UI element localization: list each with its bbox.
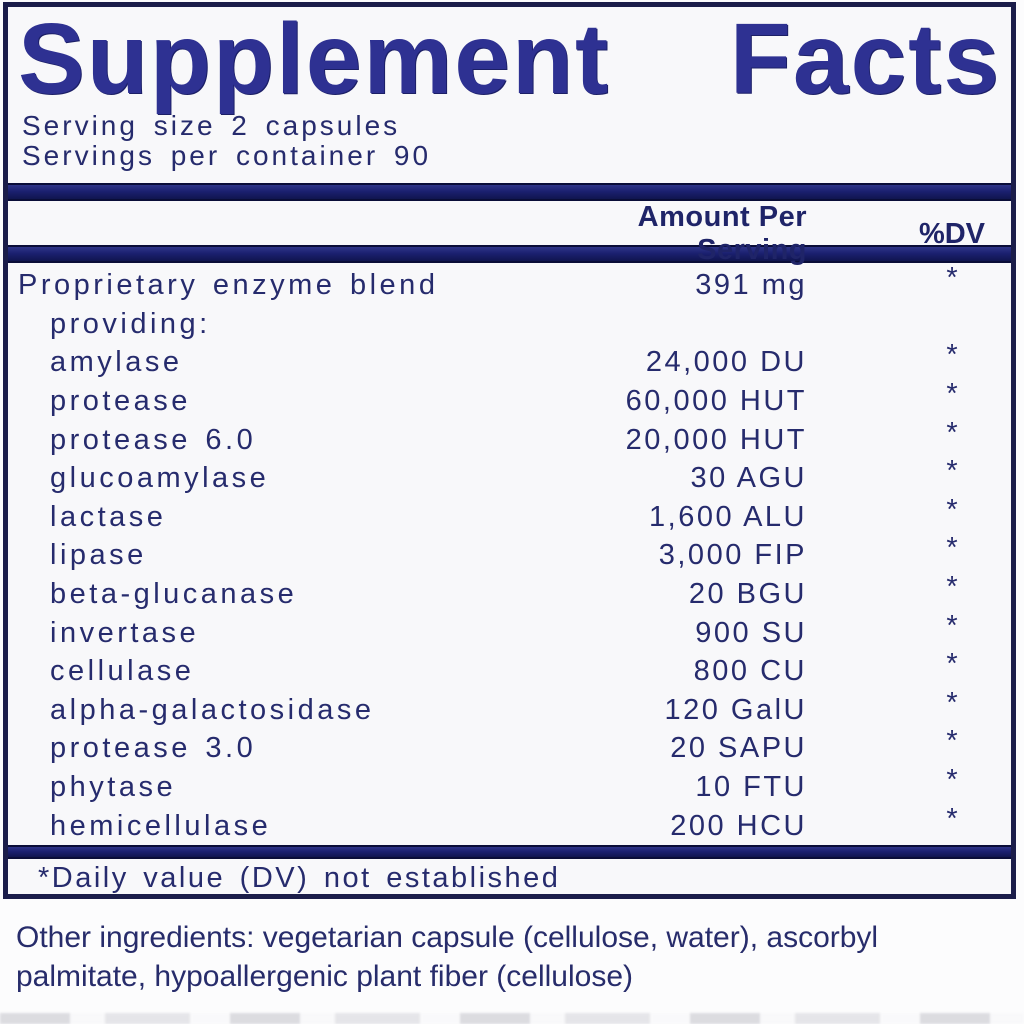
ingredient-dv-asterisk: *: [946, 763, 958, 796]
ingredient-amount: 60,000 HUT: [625, 385, 807, 418]
ingredient-amount: 3,000 FIP: [658, 539, 807, 572]
table-row: [8, 686, 1011, 730]
table-row: [8, 339, 1011, 383]
ingredient-dv-asterisk: *: [946, 532, 958, 565]
ingredient-dv-asterisk: *: [946, 262, 958, 295]
ingredient-rows: [8, 262, 1011, 845]
ingredient-dv-asterisk: *: [946, 571, 958, 604]
table-row: [8, 262, 1011, 305]
ingredient-name: glucoamylase: [50, 462, 270, 495]
ingredient-dv-asterisk: *: [946, 609, 958, 642]
ingredient-name: protease 6.0: [50, 423, 257, 456]
ingredient-amount: 10 FTU: [695, 770, 807, 803]
ingredient-amount: 20 SAPU: [670, 732, 807, 765]
other-ingredients-line-1: Other ingredients: vegetarian capsule (cellulose, water), ascorbyl: [16, 921, 879, 954]
ingredient-amount: 24,000 DU: [645, 346, 807, 379]
table-row: [8, 455, 1011, 498]
title-word-facts: Facts: [729, 3, 1001, 115]
ingredient-name: providing:: [50, 307, 211, 340]
ingredient-name: phytase: [50, 770, 177, 803]
bottom-crop-artifact: [0, 1013, 1024, 1024]
ingredient-amount: 800 CU: [693, 655, 807, 688]
ingredient-dv-asterisk: *: [946, 648, 958, 681]
ingredient-name: cellulase: [50, 655, 195, 688]
ingredient-dv-asterisk: *: [946, 686, 958, 719]
ingredient-amount: 900 SU: [695, 616, 807, 649]
ingredient-amount: 200 HCU: [670, 809, 807, 842]
table-row: [8, 763, 1011, 807]
ingredient-name: amylase: [50, 346, 183, 379]
other-ingredients: [16, 918, 996, 996]
column-header-row: [8, 201, 1011, 267]
serving-size-line: Serving size 2 capsules: [22, 110, 401, 141]
ingredient-name: protease: [50, 385, 191, 418]
ingredient-amount: 20,000 HUT: [625, 423, 807, 456]
table-row: [8, 571, 1011, 614]
ingredient-dv-asterisk: *: [946, 493, 958, 526]
label-title: [18, 3, 1001, 115]
table-row: [8, 416, 1011, 460]
ingredient-dv-asterisk: *: [946, 802, 958, 835]
table-row: [8, 609, 1011, 653]
ingredient-name: lactase: [50, 500, 167, 533]
ingredient-dv-asterisk: *: [946, 378, 958, 411]
ingredient-name: alpha-galactosidase: [50, 693, 375, 726]
table-row: [8, 648, 1011, 691]
serving-info: [22, 111, 1011, 171]
daily-value-footnote: *Daily value (DV) not established: [38, 862, 561, 895]
table-row: [8, 802, 1011, 846]
separator-bar-bottom: [8, 845, 1011, 859]
ingredient-dv-asterisk: *: [946, 416, 958, 449]
ingredient-name: Proprietary enzyme blend: [18, 269, 439, 302]
title-word-supplement: Supplement: [18, 3, 611, 115]
ingredient-dv-asterisk: *: [946, 455, 958, 488]
separator-bar-top: [8, 183, 1011, 201]
ingredient-name: invertase: [50, 616, 200, 649]
servings-per-container-line: Servings per container 90: [22, 140, 432, 172]
ingredient-dv-asterisk: *: [946, 339, 958, 372]
ingredient-dv-asterisk: *: [946, 725, 958, 758]
table-row: [8, 532, 1011, 576]
table-row: [8, 493, 1011, 537]
facts-panel: [3, 2, 1016, 899]
ingredient-amount: 1,600 ALU: [649, 500, 807, 533]
ingredient-amount: 391 mg: [695, 269, 807, 302]
percent-dv-header: %DV: [918, 217, 986, 250]
ingredient-amount: 20 BGU: [688, 578, 807, 611]
ingredient-name: protease 3.0: [50, 732, 257, 765]
ingredient-name: lipase: [50, 539, 147, 572]
ingredient-amount: 120 GalU: [664, 693, 807, 726]
amount-per-serving-header: Amount Per Serving: [637, 201, 807, 267]
ingredient-name: beta-glucanase: [50, 578, 298, 611]
table-row: [8, 378, 1011, 421]
ingredient-name: hemicellulase: [50, 809, 272, 842]
table-row: [8, 725, 1011, 769]
ingredient-amount: 30 AGU: [690, 462, 807, 495]
table-row: [8, 305, 1011, 344]
other-ingredients-line-2: palmitate, hypoallergenic plant fiber (cellulose): [16, 960, 633, 993]
